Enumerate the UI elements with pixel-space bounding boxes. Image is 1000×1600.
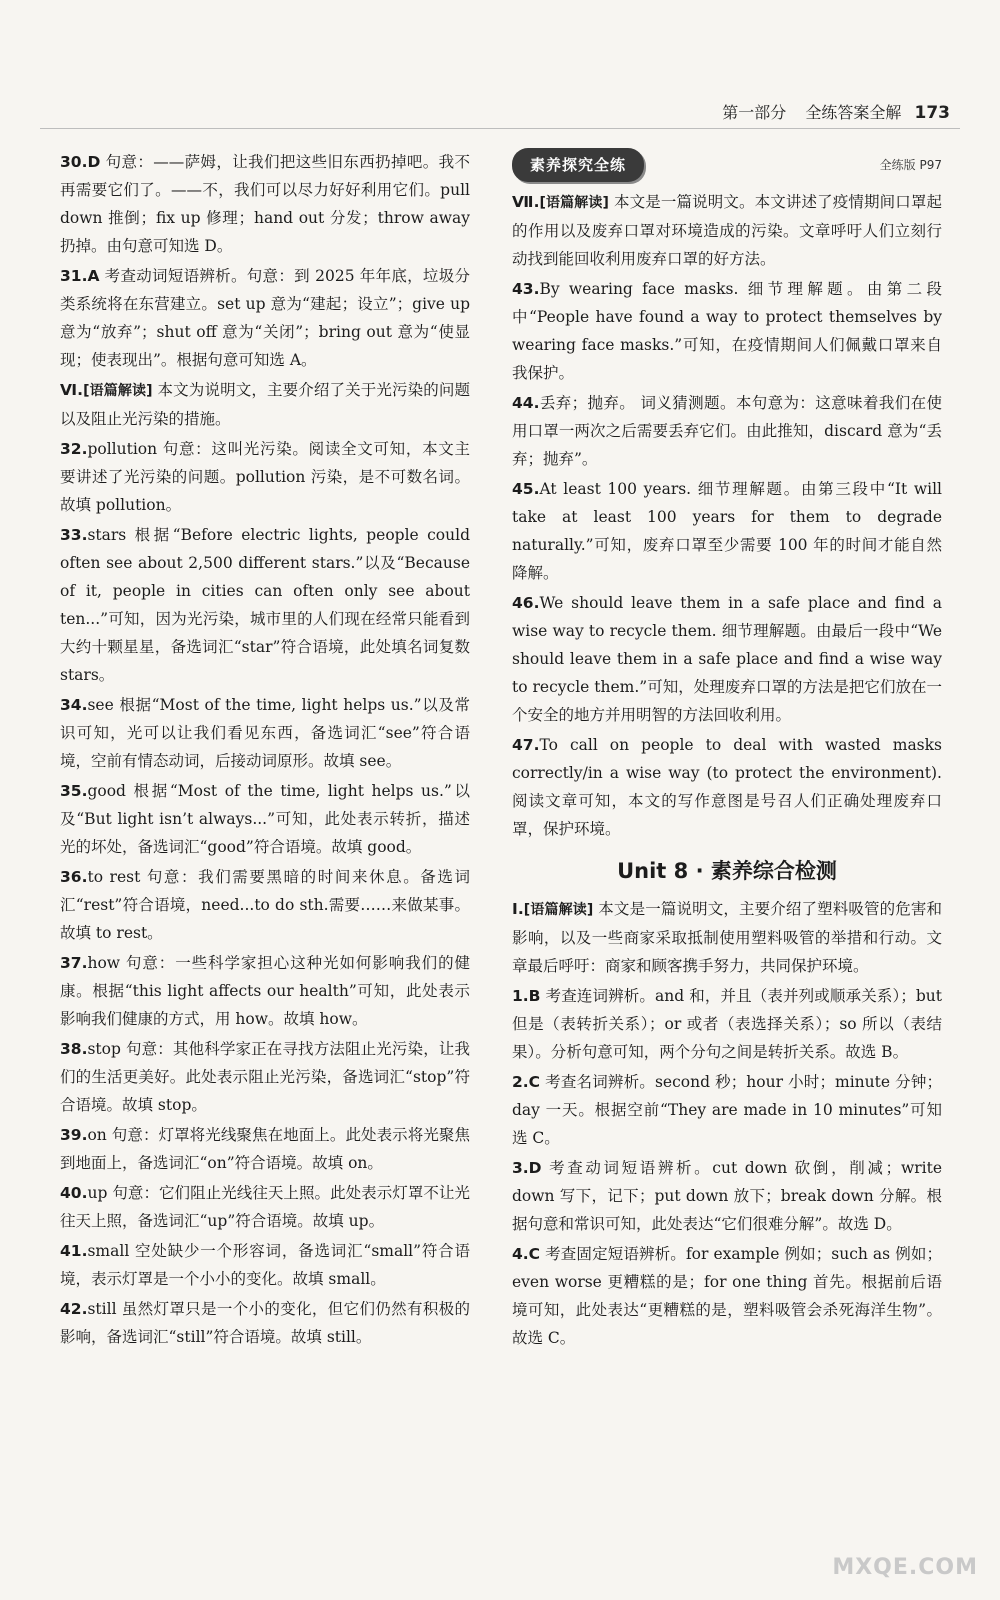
right-entries [512, 188, 942, 843]
answer-entry [60, 521, 470, 689]
answer-entry [60, 1237, 470, 1293]
answer-number: 3.D [512, 1159, 542, 1177]
answer-number: 43. [512, 280, 540, 298]
answer-number: 47. [512, 736, 540, 754]
answer-number: 30.D [60, 153, 101, 171]
answer-entry [512, 389, 942, 473]
answer-entry [60, 435, 470, 519]
answer-text: 本文是一篇说明文。本文讲述了疫情期间口罩起的作用以及废弃口罩对环境造成的污染。文章呼吁人们立刻行动找到能回收利用废弃口罩的好方法。 [512, 193, 943, 268]
answer-entry [60, 148, 470, 260]
watermark: MXQE.COM [832, 1555, 978, 1580]
answer-text: still 虽然灯罩只是一个小的变化，但它们仍然有积极的影响，备选词汇“still”符合语境。故填 still。 [60, 1300, 470, 1346]
answer-number: 2.C [512, 1073, 541, 1091]
answer-text: up 句意：它们阻止光线往天上照。此处表示灯罩不让光往天上照，备选词汇“up”符合语境。故填 up。 [60, 1184, 470, 1230]
answer-number: 33. [60, 526, 88, 544]
answer-entry [512, 1068, 942, 1152]
right-column [512, 148, 942, 1354]
answer-entry [60, 949, 470, 1033]
answer-entry [512, 731, 942, 843]
answer-text: By wearing face masks. 细节理解题。由第二段中“People have found a way to protect themselves by wearing face masks.”可知，在疫情期间人们佩戴口罩来自我保护。 [512, 280, 942, 382]
section-reference: 全练版 P97 [879, 158, 942, 172]
answer-entry [512, 475, 942, 587]
answer-text: small 空处缺少一个形容词，备选词汇“small”符合语境，表示灯罩是一个小小的变化。故填 small。 [60, 1242, 470, 1288]
answer-number: 46. [512, 594, 540, 612]
unit-entries [512, 895, 942, 1352]
answer-entry [60, 376, 470, 433]
answer-text: good 根据“Most of the time, light helps us.”以及“But light isn’t always...”可知，此处表示转折，描述光的坏处，备选词汇“good”符合语境。故填 good。 [60, 782, 470, 856]
answer-number: 39. [60, 1126, 88, 1144]
page-header [722, 100, 950, 123]
answer-entry [512, 589, 942, 729]
answer-entry [512, 895, 942, 980]
answer-entry [60, 1121, 470, 1177]
answer-entry [60, 777, 470, 861]
answer-text: 考查名词辨析。second 秒；hour 小时；minute 分钟；day 一天。根据空前“They are made in 10 minutes”可知选 C。 [512, 1073, 942, 1147]
answer-text: At least 100 years. 细节理解题。由第三段中“It will take at least 100 years for them to degrade naturally.”可知，废弃口罩至少需要 100 年的时间才能自然降解。 [512, 480, 942, 582]
answer-number: 40. [60, 1184, 88, 1202]
answer-entry [512, 982, 942, 1066]
answer-number: 32. [60, 440, 88, 458]
answer-text: 本文是一篇说明文，主要介绍了塑料吸管的危害和影响，以及一些商家采取抵制使用塑料吸管的举措和行动。文章最后呼吁：商家和顾客携手努力，共同保护环境。 [512, 900, 943, 975]
answer-text: 考查动词短语辨析。句意：到 2025 年年底，垃圾分类系统将在东营建立。set up 意为“建起；设立”；give up 意为“放弃”；shut off 意为“关闭”；bring out 意为“使显现；使表现出”。根据句意可知选 A。 [60, 267, 470, 369]
header-part: 第一部分 [722, 103, 787, 122]
answer-text: 句意：——萨姆，让我们把这些旧东西扔掉吧。我不再需要它们了。——不，我们可以尽力好好利用它们。pull down 推倒；fix up 修理；hand out 分发；throw away 扔掉。由句意可知选 D。 [60, 153, 470, 255]
answer-text: how 句意：一些科学家担心这种光如何影响我们的健康。根据“this light affects our health”可知，此处表示影响我们健康的方式，用 how。故填 how。 [60, 954, 470, 1028]
unit-title: Unit 8 · 素养综合检测 [617, 859, 837, 883]
answer-number: 42. [60, 1300, 88, 1318]
answer-text: stars 根据“Before electric lights, people could often see about 2,500 different stars.”以及“Because of it, people in cities can often only see about ten...”可知，因为光污染，城市里的人们现在经常只能看到大约十颗星星，备选词汇“star”符合语境，此处填名词复数 stars。 [60, 526, 470, 684]
answer-number: 34. [60, 696, 88, 714]
answer-number: 44. [512, 394, 540, 412]
answer-number: 37. [60, 954, 88, 972]
answer-number: 1.B [512, 987, 541, 1005]
answer-entry [60, 1295, 470, 1351]
header-rule [40, 128, 960, 129]
answer-entry [512, 1240, 942, 1352]
answer-text: We should leave them in a safe place and find a wise way to recycle them. 细节理解题。由最后一段中“We should leave them in a safe place and find a wise way to recycle them.”可知，处理废弃口罩的方法是把它们放在一个安全的地方并用明智的方法回收利用。 [512, 594, 942, 724]
passage-analysis-tag: [语篇解读] [539, 195, 609, 211]
answer-text: 考查连词辨析。and 和，并且（表并列或顺承关系）；but 但是（表转折关系）；or 或者（表选择关系）；so 所以（表结果）。分析句意可知，两个分句之间是转折关系。故选 B。 [512, 987, 942, 1061]
answer-text: stop 句意：其他科学家正在寻找方法阻止光污染，让我们的生活更美好。此处表示阻止光污染，备选词汇“stop”符合语境。故填 stop。 [60, 1040, 470, 1114]
answer-entry [60, 691, 470, 775]
answer-entry [512, 275, 942, 387]
answer-number: 41. [60, 1242, 88, 1260]
answer-number: 36. [60, 868, 88, 886]
answer-text: pollution 句意：这叫光污染。阅读全文可知，本文主要讲述了光污染的问题。pollution 污染，是不可数名词。故填 pollution。 [60, 440, 470, 514]
answer-text: to rest 句意：我们需要黑暗的时间来休息。备选词汇“rest”符合语境，need...to do sth.需要……来做某事。故填 to rest。 [60, 868, 470, 942]
answer-entry [60, 262, 470, 374]
answer-number: 35. [60, 782, 88, 800]
answer-text: see 根据“Most of the time, light helps us.”以及常识可知，光可以让我们看见东西，备选词汇“see”符合语境，空前有情态动词，后接动词原形。故填 see。 [60, 696, 470, 770]
passage-analysis-tag: [语篇解读] [523, 902, 594, 918]
answer-number: 45. [512, 480, 540, 498]
answer-entry [60, 863, 470, 947]
answer-number: Ⅰ. [512, 900, 524, 918]
answer-entry [60, 1179, 470, 1235]
page-number: 173 [914, 103, 950, 123]
answer-text: 丢弃；抛弃。 词义猜测题。本句意为：这意味着我们在使用口罩一两次之后需要丢弃它们。由此推知，discard 意为“丢弃；抛弃”。 [512, 394, 942, 468]
answer-number: 4.C [512, 1245, 541, 1263]
section-banner: 素养探究全练 [512, 148, 644, 182]
left-column [60, 148, 470, 1353]
section-banner-row [512, 148, 942, 182]
answer-text: 本文为说明文，主要介绍了关于光污染的问题以及阻止光污染的措施。 [60, 381, 470, 428]
answer-number: Ⅶ. [512, 193, 540, 211]
answer-number: 38. [60, 1040, 88, 1058]
answer-text: To call on people to deal with wasted masks correctly/in a wise way (to protect the environment). 阅读文章可知，本文的写作意图是号召人们正确处理废弃口罩，保护环境。 [512, 736, 942, 838]
answer-number: 31.A [60, 267, 100, 285]
answer-entry [512, 188, 942, 273]
answer-number: Ⅵ. [60, 381, 84, 399]
header-section: 全练答案全解 [805, 103, 902, 122]
answer-text: 考查动词短语辨析。cut down 砍倒，削减；write down 写下，记下；put down 放下；break down 分解。根据句意和常识可知，此处表达“它们很难分解”。故选 D。 [512, 1159, 942, 1233]
answer-entry [512, 1154, 942, 1238]
answer-entry [60, 1035, 470, 1119]
answer-text: 考查固定短语辨析。for example 例如；such as 例如；even worse 更糟糕的是；for one thing 首先。根据前后语境可知，此处表达“更糟糕的是，塑料吸管会杀死海洋生物”。故选 C。 [512, 1245, 942, 1347]
answer-text: on 句意：灯罩将光线聚焦在地面上。此处表示将光聚焦到地面上，备选词汇“on”符合语境。故填 on。 [60, 1126, 470, 1172]
passage-analysis-tag: [语篇解读] [83, 383, 153, 399]
